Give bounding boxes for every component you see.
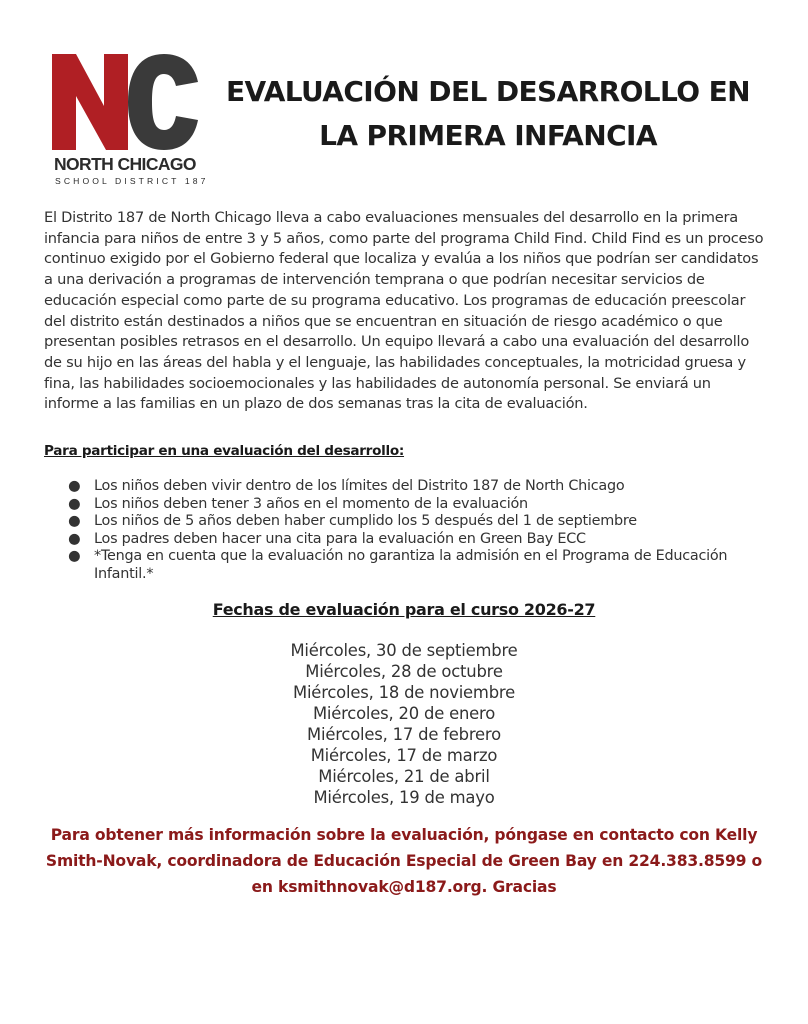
requirement-text: Los niños de 5 años deben haber cumplido los 5 después del 1 de septiembre	[94, 513, 637, 530]
date-item: Miércoles, 30 de septiembre	[290, 641, 518, 660]
page-title: EVALUACIÓN DEL DESARROLLO EN LA PRIMERA INFANCIA	[226, 75, 750, 152]
requirement-text: Los niños deben tener 3 años en el momento de la evaluación	[94, 495, 528, 512]
date-item: Miércoles, 17 de febrero	[307, 725, 501, 744]
requirement-text: Los niños deben vivir dentro de los límites del Distrito 187 de North Chicago	[94, 478, 625, 494]
logo-district-name: NORTH CHICAGO	[54, 154, 196, 174]
date-item: Miércoles, 18 de noviembre	[293, 683, 515, 702]
logo-letter-n	[52, 54, 128, 150]
logo-district-subname: SCHOOL DISTRICT 187	[55, 176, 209, 186]
nc-logo-mark	[52, 54, 198, 150]
requirement-text: *Tenga en cuenta que la evaluación no garantiza la admisión en el Programa de Educación Infantil.*	[94, 548, 728, 582]
list-item	[62, 531, 762, 549]
list-item	[62, 496, 762, 514]
bullet-icon: ●	[68, 548, 81, 565]
requirements-heading: Para participar en una evaluación del desarrollo:	[44, 443, 405, 459]
dates-heading: Fechas de evaluación para el curso 2026-27	[212, 600, 596, 619]
bullet-icon: ●	[68, 495, 81, 512]
district-logo	[52, 54, 209, 189]
date-item: Miércoles, 20 de enero	[312, 704, 496, 723]
evaluation-dates-list	[0, 640, 808, 808]
bullet-icon: ●	[68, 530, 81, 547]
list-item	[62, 548, 762, 583]
list-item	[62, 478, 762, 496]
date-item: Miércoles, 28 de octubre	[305, 662, 503, 681]
contact-info: Para obtener más información sobre la evaluación, póngase en contacto con Kelly Smith-Novak, coordinadora de Educación Especial de Green Bay en 224.383.8599 o en ksmithnovak@d187.org. Gracias	[45, 826, 763, 896]
list-item	[62, 513, 762, 531]
bullet-icon: ●	[68, 478, 81, 494]
date-item: Miércoles, 19 de mayo	[313, 788, 495, 807]
logo-letter-c	[128, 54, 198, 150]
intro-paragraph: El Distrito 187 de North Chicago lleva a cabo evaluaciones mensuales del desarrollo en la primera infancia para niños de entre 3 y 5 años, como parte del programa Child Find. Child Find es un proceso continuo exigido por el Gobierno federal que localiza y evalúa a los niños que podrían ser candidatos a una derivación a programas de intervención temprana o que podrían necesitar servicios de educación especial como parte de su programa educativo. Los programas de educación preescolar del distrito están destinados a niños que se encuentran en situación de riesgo académico o que presentan posibles retrasos en el desarrollo. Un equipo llevará a cabo una evaluación del desarrollo de su hijo en las áreas del habla y el lenguaje, las habilidades conceptuales, la motricidad gruesa y fina, las habilidades socioemocionales y las habilidades de autonomía personal. Se enviará un informe a las familias en un plazo de dos semanas tras la cita de evaluación.	[44, 209, 764, 413]
requirements-list	[62, 478, 762, 584]
requirement-text: Los padres deben hacer una cita para la evaluación en Green Bay ECC	[94, 530, 586, 547]
bullet-icon: ●	[68, 513, 81, 530]
date-item: Miércoles, 21 de abril	[318, 767, 490, 786]
date-item: Miércoles, 17 de marzo	[310, 746, 498, 765]
